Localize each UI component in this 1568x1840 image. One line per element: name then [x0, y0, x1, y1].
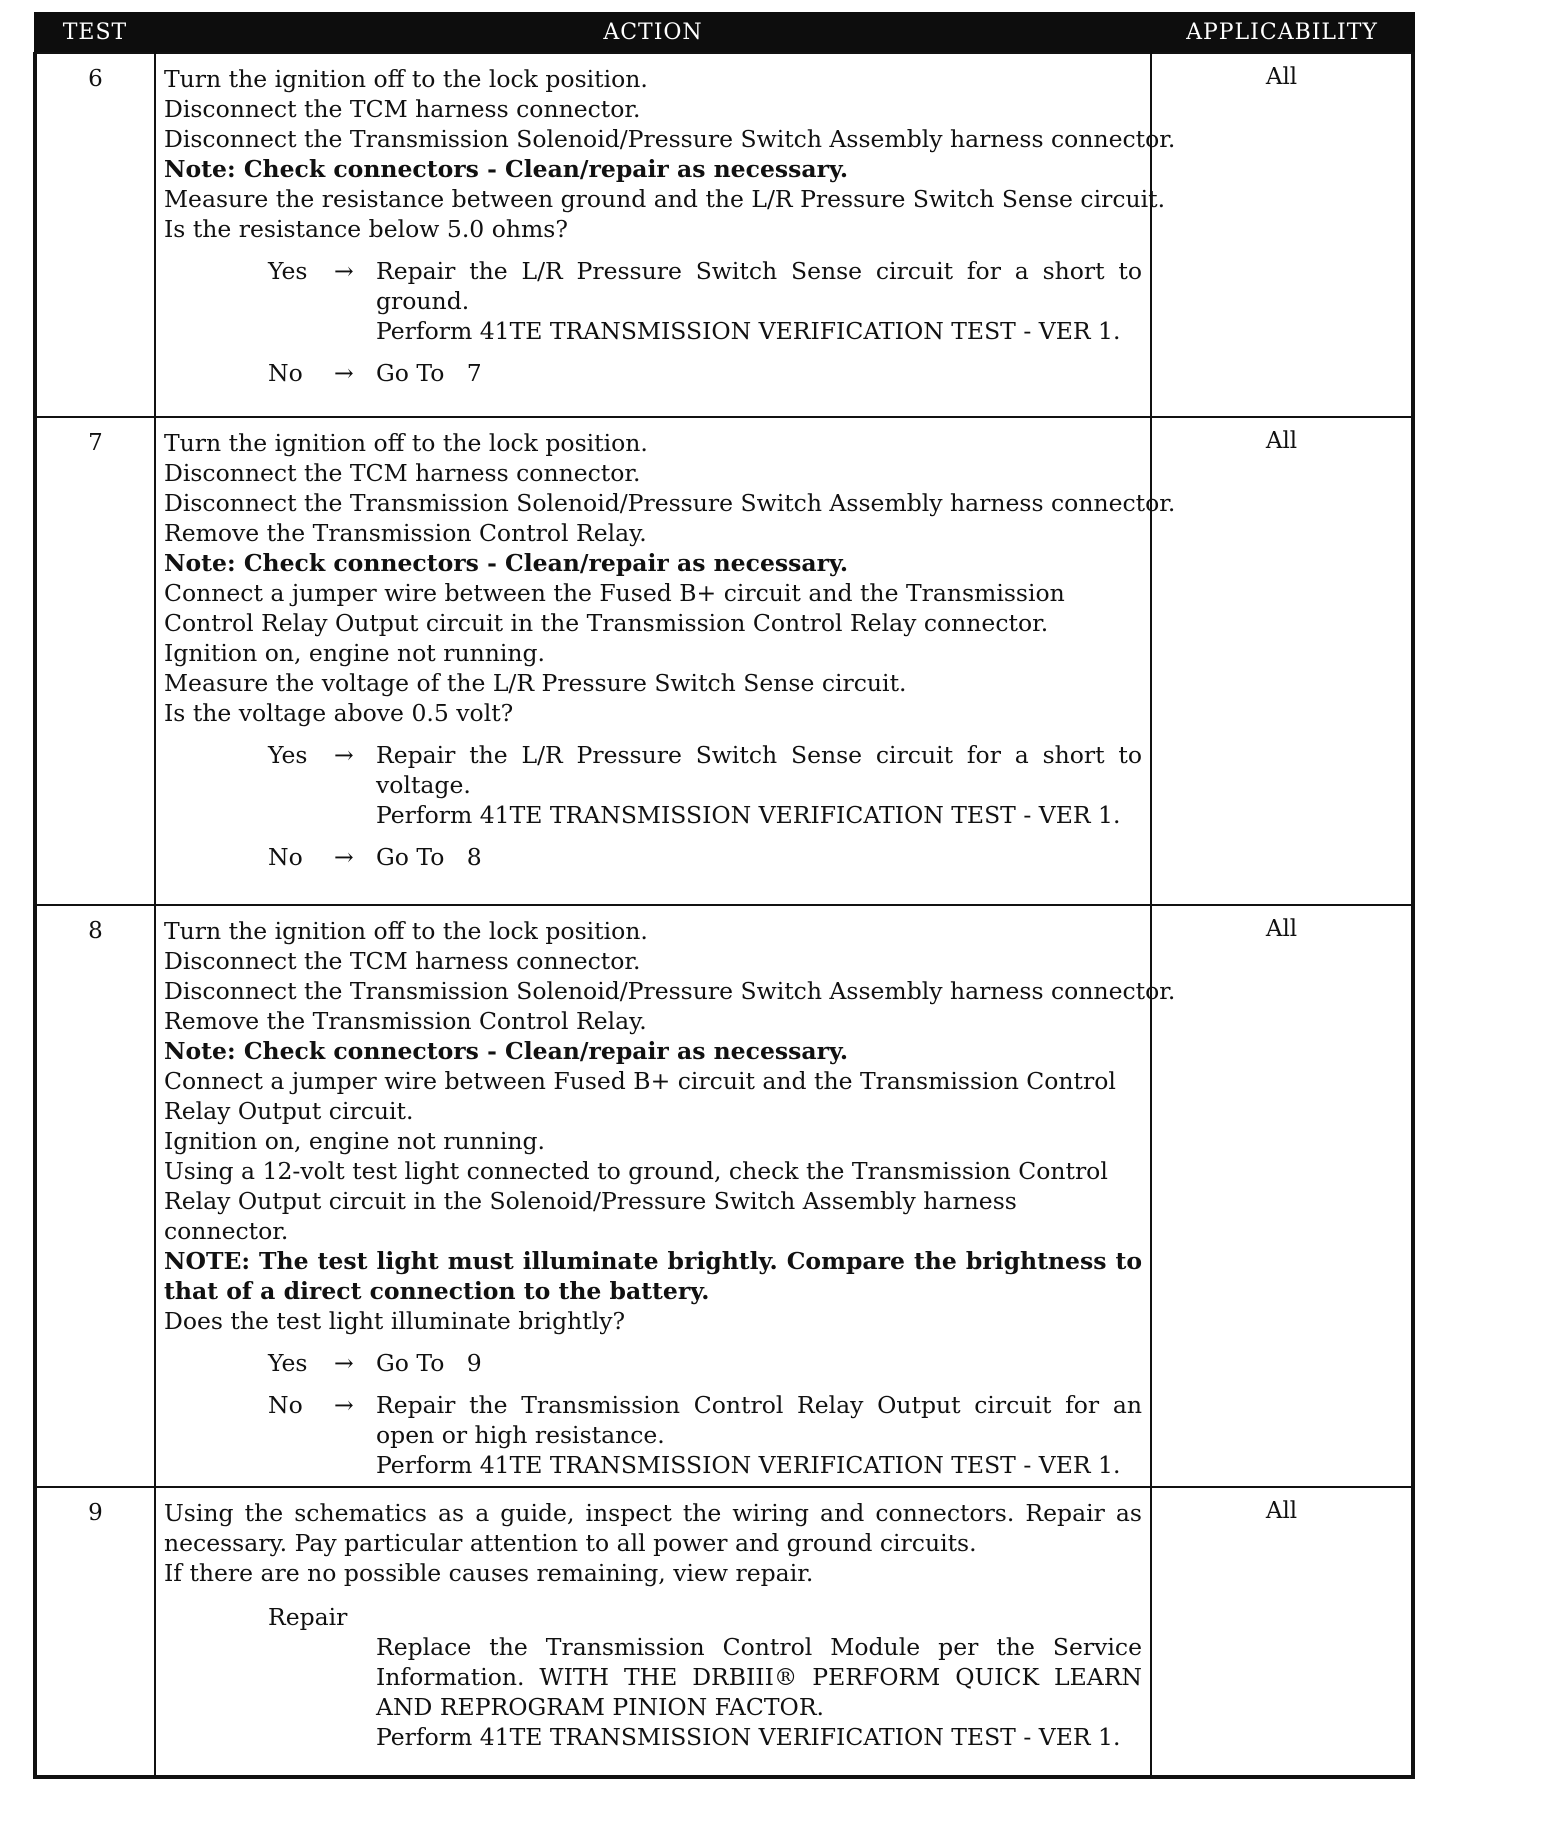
no-label: No — [268, 843, 303, 871]
action-step: If there are no possible causes remaining, view repair. — [164, 1559, 814, 1587]
yes-result: Repair the L/R Pressure Switch Sense circuit for a short to voltage. — [376, 741, 1142, 799]
action-step: Disconnect the Transmission Solenoid/Pressure Switch Assembly harness connector. — [164, 977, 1176, 1005]
test-number: 9 — [35, 1487, 155, 1777]
applicability: All — [1151, 417, 1413, 905]
no-branch — [164, 842, 1142, 872]
action-step: Turn the ignition off to the lock position. — [164, 65, 648, 93]
test-action — [155, 1487, 1151, 1777]
arrow-icon: → — [334, 1391, 354, 1419]
no-label: No — [268, 359, 303, 387]
action-warning-note: NOTE: The test light must illuminate brightly. Compare the brightness to that of a direct connection to the battery. — [164, 1247, 1142, 1305]
action-question: Is the resistance below 5.0 ohms? — [164, 215, 568, 243]
action-note: Note: Check connectors - Clean/repair as necessary. — [164, 549, 849, 577]
perform-verification-test: Perform 41TE TRANSMISSION VERIFICATION TEST - VER 1. — [376, 1451, 1121, 1479]
action-step: Ignition on, engine not running. — [164, 639, 546, 667]
no-result: Go To 7 — [376, 359, 482, 387]
arrow-icon: → — [334, 843, 354, 871]
no-branch — [164, 1390, 1142, 1480]
test-action — [155, 417, 1176, 905]
table-header-row — [35, 12, 1413, 53]
action-step: Connect a jumper wire between the Fused B+ circuit and the Transmission Control Relay Output circuit in the Transmission Control Relay connector. — [164, 579, 1065, 637]
applicability: All — [1151, 1487, 1413, 1777]
test-action — [155, 53, 1176, 417]
test-row-6 — [35, 53, 1413, 417]
action-question: Is the voltage above 0.5 volt? — [164, 699, 514, 727]
test-row-7 — [35, 417, 1413, 905]
no-result: Go To 8 — [376, 843, 482, 871]
perform-verification-test: Perform 41TE TRANSMISSION VERIFICATION TEST - VER 1. — [376, 1723, 1121, 1751]
action-step: Remove the Transmission Control Relay. — [164, 1007, 647, 1035]
test-number: 8 — [35, 905, 155, 1487]
action-step: Disconnect the Transmission Solenoid/Pressure Switch Assembly harness connector. — [164, 125, 1176, 153]
action-step: Disconnect the TCM harness connector. — [164, 459, 641, 487]
perform-verification-test: Perform 41TE TRANSMISSION VERIFICATION TEST - VER 1. — [376, 317, 1121, 345]
perform-verification-test: Perform 41TE TRANSMISSION VERIFICATION TEST - VER 1. — [376, 801, 1121, 829]
test-row-9 — [35, 1487, 1413, 1777]
no-branch — [164, 358, 1142, 388]
yes-result: Repair the L/R Pressure Switch Sense circuit for a short to ground. — [376, 257, 1142, 315]
diagnostic-test-page — [33, 12, 1411, 1779]
arrow-icon: → — [334, 1349, 354, 1377]
arrow-icon: → — [334, 257, 354, 285]
yes-result: Go To 9 — [376, 1349, 482, 1377]
test-number: 7 — [35, 417, 155, 905]
action-step: Measure the voltage of the L/R Pressure Switch Sense circuit. — [164, 669, 907, 697]
action-note: Note: Check connectors - Clean/repair as necessary. — [164, 1037, 849, 1065]
action-step: Remove the Transmission Control Relay. — [164, 519, 647, 547]
arrow-icon: → — [334, 741, 354, 769]
repair-instruction: Replace the Transmission Control Module per the Service Information. WITH THE DRBIII® PERFORM QUICK LEARN AND REPROGRAM PINION FACTOR. — [376, 1633, 1142, 1721]
applicability: All — [1151, 905, 1413, 1487]
yes-label: Yes — [268, 257, 308, 285]
action-step: Disconnect the TCM harness connector. — [164, 95, 641, 123]
yes-branch — [164, 256, 1142, 346]
action-note: Note: Check connectors - Clean/repair as necessary. — [164, 155, 849, 183]
action-step: Using the schematics as a guide, inspect the wiring and connectors. Repair as necessary. Pay particular attention to all power and ground circuits. — [164, 1499, 1142, 1557]
test-action — [155, 905, 1176, 1487]
action-step: Turn the ignition off to the lock position. — [164, 429, 648, 457]
action-step: Connect a jumper wire between Fused B+ circuit and the Transmission Control Relay Output circuit. — [164, 1067, 1116, 1125]
header-test: TEST — [35, 12, 155, 53]
action-step: Disconnect the TCM harness connector. — [164, 947, 641, 975]
yes-label: Yes — [268, 741, 308, 769]
applicability: All — [1151, 53, 1413, 417]
header-applicability: APPLICABILITY — [1151, 12, 1413, 53]
header-action: ACTION — [155, 12, 1151, 53]
no-label: No — [268, 1391, 303, 1419]
action-step: Turn the ignition off to the lock position. — [164, 917, 648, 945]
action-step: Using a 12-volt test light connected to ground, check the Transmission Control Relay Output circuit in the Solenoid/Pressure Switch Assembly harness connector. — [164, 1157, 1108, 1245]
no-result: Repair the Transmission Control Relay Output circuit for an open or high resistance. — [376, 1391, 1142, 1449]
diagnostic-test-table — [33, 12, 1415, 1779]
action-step: Disconnect the Transmission Solenoid/Pressure Switch Assembly harness connector. — [164, 489, 1176, 517]
test-row-8 — [35, 905, 1413, 1487]
yes-branch — [164, 740, 1142, 830]
action-step: Measure the resistance between ground and the L/R Pressure Switch Sense circuit. — [164, 185, 1166, 213]
action-step: Ignition on, engine not running. — [164, 1127, 546, 1155]
test-number: 6 — [35, 53, 155, 417]
action-question: Does the test light illuminate brightly? — [164, 1307, 626, 1335]
arrow-icon: → — [334, 359, 354, 387]
repair-label: Repair — [268, 1603, 348, 1631]
yes-label: Yes — [268, 1349, 308, 1377]
yes-branch — [164, 1348, 1142, 1378]
